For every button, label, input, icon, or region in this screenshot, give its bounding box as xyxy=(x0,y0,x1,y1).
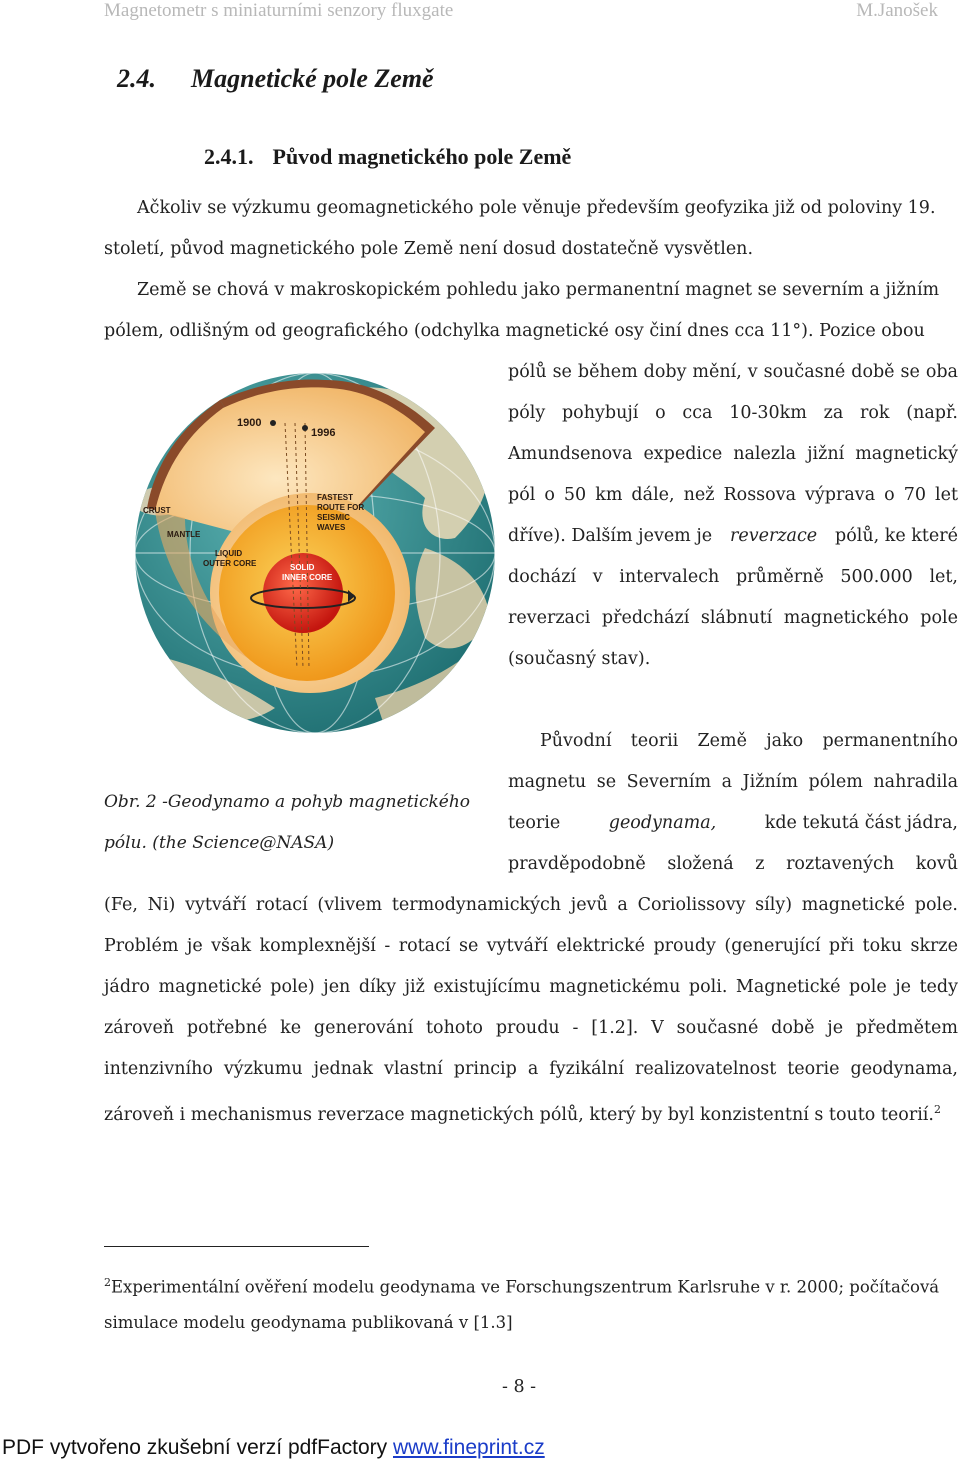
label-crust: CRUST xyxy=(143,506,171,515)
pole-marker-1900 xyxy=(270,420,276,426)
label-mantle: MANTLE xyxy=(167,530,201,539)
label-1900: 1900 xyxy=(237,417,262,429)
paragraph-2-line-5: Amundsenova expedice nalezla jižní magnetický xyxy=(508,444,958,464)
pole-marker-1996 xyxy=(302,425,308,431)
term-reverzace: reverzace xyxy=(729,526,818,546)
paragraph-2-line-7-end: pólů, ke které xyxy=(835,526,958,546)
paragraph-2-line-2: pólem, odlišným od geografického (odchylka magnetické osy činí dnes cca 11°). Pozice obou xyxy=(104,321,925,341)
label-solid: SOLID xyxy=(290,563,315,572)
running-header-author: M.Janošek xyxy=(856,0,938,21)
paragraph-3-line-3-end: kde tekutá část jádra, xyxy=(764,813,958,833)
paragraph-1-line-2: století, původ magnetického pole Země není dosud dostatečně vysvětlen. xyxy=(104,239,754,259)
subsection-heading xyxy=(204,144,571,170)
figure-caption-line-2: pólu. (the Science@NASA) xyxy=(104,833,335,853)
footnote-line-2: simulace modelu geodynama publikovaná v [1.3] xyxy=(104,1313,513,1332)
paragraph-2-line-1: Země se chová v makroskopickém pohledu jako permanentní magnet se severním a jižním xyxy=(137,280,940,300)
paragraph-2-line-6: pól o 50 km dále, než Rossova výprava o 70 let xyxy=(508,485,958,505)
label-waves: WAVES xyxy=(317,523,346,532)
label-1996: 1996 xyxy=(311,427,336,439)
label-liquid: LIQUID xyxy=(215,549,243,558)
earth-cutaway-figure xyxy=(125,368,507,740)
paragraph-3-line-1: Původní teorii Země jako permanentního xyxy=(540,731,958,751)
watermark-text: PDF vytvořeno zkušební verzí pdfFactory xyxy=(2,1436,388,1459)
paragraph-2-line-3: pólů se během doby mění, v současné době se oba xyxy=(508,362,958,382)
paragraph-2-line-7 xyxy=(508,526,958,546)
watermark-link[interactable]: www.fineprint.cz xyxy=(393,1436,545,1459)
footnote-line-1 xyxy=(104,1276,939,1297)
figure-caption-line-1: Obr. 2 -Geodynamo a pohyb magnetického xyxy=(104,792,471,812)
label-seismic: SEISMIC xyxy=(317,513,350,522)
paragraph-1-line-1: Ačkoliv se výzkumu geomagnetického pole věnuje především geofyzika již od poloviny 19. xyxy=(137,198,936,218)
section-number: 2.4. xyxy=(117,64,156,93)
paragraph-3-line-10-text: zároveň i mechanismus reverzace magnetických pólů, který by byl konzistentní s touto teorií. xyxy=(104,1104,934,1125)
paragraph-3-line-2: magnetu se Severním a Jižním pólem nahradila xyxy=(508,772,958,792)
label-inner-core: INNER CORE xyxy=(282,573,333,582)
footnote-separator xyxy=(104,1246,369,1247)
pdffactory-watermark xyxy=(2,1436,545,1460)
label-route-for: ROUTE FOR xyxy=(317,503,365,512)
paragraph-2-line-4: póly pohybují o cca 10-30km za rok (např. xyxy=(508,403,958,423)
paragraph-3-line-4: pravděpodobně složená z roztavených kovů xyxy=(508,854,958,874)
label-outer-core: OUTER CORE xyxy=(203,559,257,568)
footnote-reference[interactable]: 2 xyxy=(933,1103,941,1116)
earth-cutaway-illustration xyxy=(125,368,507,740)
paragraph-2-line-8: dochází v intervalech průměrně 500.000 let, xyxy=(508,567,958,587)
subsection-number: 2.4.1. xyxy=(204,144,254,169)
running-header-title: Magnetometr s miniaturními senzory fluxgate xyxy=(104,0,454,21)
paragraph-3-line-10 xyxy=(104,1100,941,1125)
page-number: - 8 - xyxy=(502,1377,537,1397)
section-title: Magnetické pole Země xyxy=(191,64,434,93)
label-fastest: FASTEST xyxy=(317,493,354,502)
paragraph-2-line-10: (současný stav). xyxy=(508,649,651,669)
footnote-mark: 2 xyxy=(104,1276,111,1289)
paragraph-3-line-8: zároveň potřebné ke generování tohoto proudu - [1.2]. V současné době je předmětem xyxy=(104,1018,958,1038)
paragraph-3-line-6: Problém je však komplexnější - rotací se vytváří elektrické proudy (generující při toku skrze xyxy=(104,936,958,956)
paragraph-3-line-7: jádro magnetické pole) jen díky již existujícímu magnetickému poli. Magnetické pole je tedy xyxy=(104,977,958,997)
paragraph-3-line-3 xyxy=(508,813,958,833)
term-geodynama: geodynama, xyxy=(608,813,717,833)
paragraph-3-line-9: intenzivního výzkumu jednak vlastní princip a fyzikální realizovatelnost teorie geodynama, xyxy=(104,1059,958,1079)
footnote-text-1: Experimentální ověření modelu geodynama ve Forschungszentrum Karlsruhe v r. 2000; počítačová xyxy=(111,1277,940,1297)
paragraph-3-line-5: (Fe, Ni) vytváří rotací (vlivem termodynamických jevů a Coriolissovy síly) magnetické pole. xyxy=(104,895,958,915)
section-heading xyxy=(117,64,434,94)
paragraph-2-line-7-start: dříve). Dalším jevem je xyxy=(508,526,713,546)
paragraph-3-line-3-start: teorie xyxy=(508,813,561,833)
paragraph-2-line-9: reverzaci předchází slábnutí magnetického pole xyxy=(508,608,958,628)
subsection-title: Původ magnetického pole Země xyxy=(272,144,572,169)
